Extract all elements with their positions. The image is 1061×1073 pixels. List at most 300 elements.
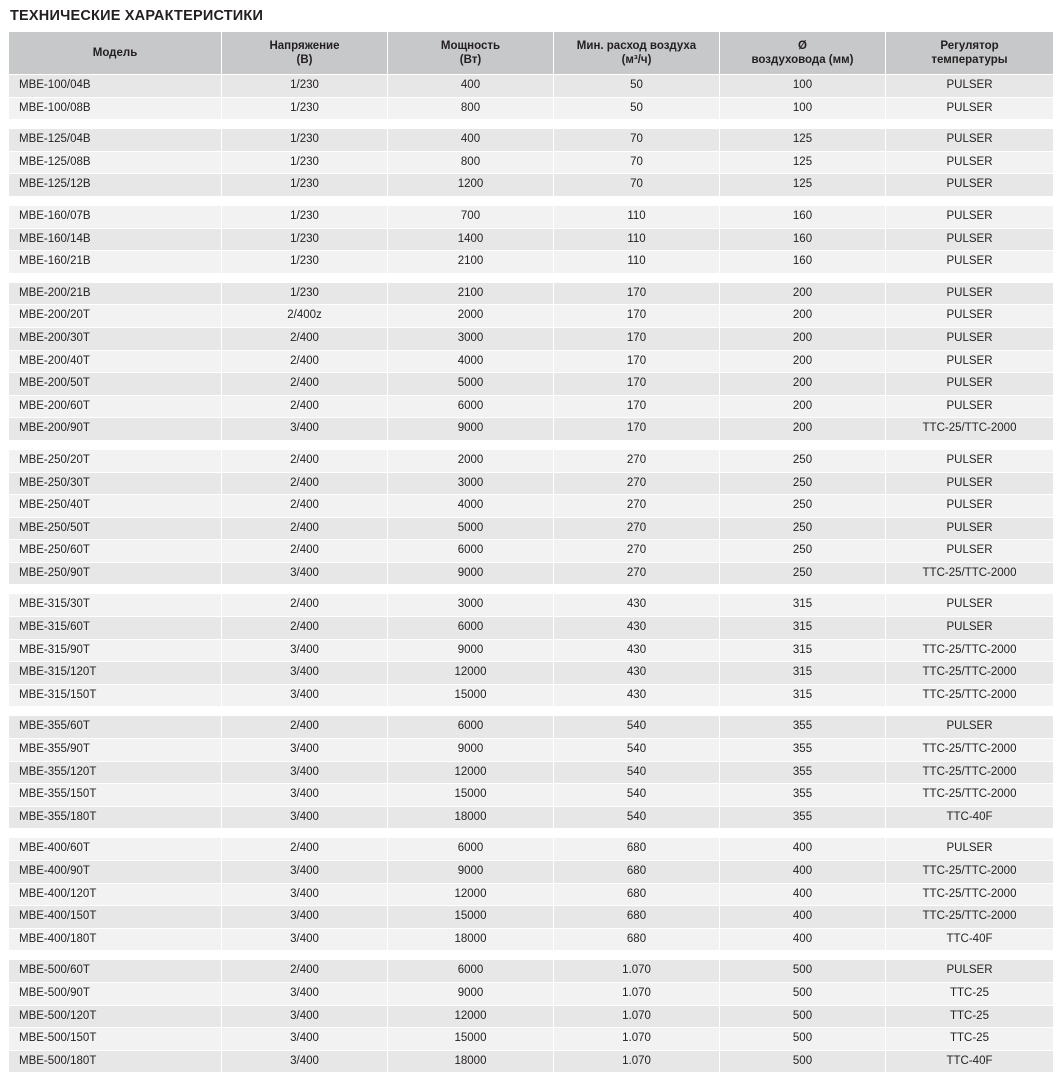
cell-power: 9000	[388, 861, 554, 884]
cell-voltage: 3/400	[222, 1005, 388, 1028]
cell-temperature-controller: PULSER	[886, 129, 1054, 152]
cell-airflow: 70	[554, 174, 720, 197]
cell-model: MBE-100/04B	[9, 75, 222, 98]
column-header-temperature-controller	[886, 32, 1054, 75]
cell-model: MBE-355/150T	[9, 784, 222, 807]
cell-airflow: 540	[554, 784, 720, 807]
cell-duct-diameter: 355	[720, 716, 886, 739]
cell-airflow: 70	[554, 151, 720, 174]
cell-airflow: 540	[554, 761, 720, 784]
table-row	[9, 739, 1054, 762]
cell-model: MBE-250/60T	[9, 540, 222, 563]
table-row	[9, 838, 1054, 861]
column-header-duct-diameter-line2: воздуховода (мм)	[751, 54, 854, 66]
cell-model: MBE-500/60T	[9, 960, 222, 983]
cell-model: MBE-200/20T	[9, 305, 222, 328]
cell-power: 6000	[388, 540, 554, 563]
cell-duct-diameter: 315	[720, 617, 886, 640]
group-separator-cell	[9, 707, 1054, 716]
cell-model: MBE-250/30T	[9, 472, 222, 495]
cell-model: MBE-315/60T	[9, 617, 222, 640]
column-header-airflow-line2: (м³/ч)	[621, 54, 652, 66]
cell-temperature-controller: TTC-25/TTC-2000	[886, 639, 1054, 662]
cell-model: MBE-355/180T	[9, 806, 222, 829]
cell-voltage: 3/400	[222, 739, 388, 762]
cell-airflow: 170	[554, 373, 720, 396]
cell-power: 3000	[388, 327, 554, 350]
cell-duct-diameter: 315	[720, 684, 886, 707]
cell-power: 12000	[388, 1005, 554, 1028]
cell-model: MBE-315/30T	[9, 594, 222, 617]
cell-voltage: 2/400z	[222, 305, 388, 328]
cell-airflow: 680	[554, 906, 720, 929]
cell-airflow: 430	[554, 594, 720, 617]
cell-power: 3000	[388, 472, 554, 495]
cell-duct-diameter: 315	[720, 662, 886, 685]
table-row	[9, 982, 1054, 1005]
cell-airflow: 540	[554, 716, 720, 739]
cell-temperature-controller: TTC-25/TTC-2000	[886, 739, 1054, 762]
cell-voltage: 2/400	[222, 960, 388, 983]
cell-duct-diameter: 250	[720, 449, 886, 472]
cell-temperature-controller: PULSER	[886, 395, 1054, 418]
cell-power: 6000	[388, 960, 554, 983]
cell-airflow: 1.070	[554, 1005, 720, 1028]
cell-duct-diameter: 500	[720, 1005, 886, 1028]
table-row	[9, 517, 1054, 540]
table-row	[9, 1005, 1054, 1028]
cell-voltage: 3/400	[222, 684, 388, 707]
table-row	[9, 395, 1054, 418]
table-row	[9, 883, 1054, 906]
cell-model: MBE-355/60T	[9, 716, 222, 739]
group-separator	[9, 196, 1054, 205]
cell-airflow: 270	[554, 472, 720, 495]
cell-model: MBE-400/150T	[9, 906, 222, 929]
cell-airflow: 50	[554, 97, 720, 120]
cell-duct-diameter: 315	[720, 639, 886, 662]
column-header-model	[9, 32, 222, 75]
cell-voltage: 3/400	[222, 784, 388, 807]
cell-model: MBE-500/120T	[9, 1005, 222, 1028]
table-row	[9, 228, 1054, 251]
cell-temperature-controller: TTC-25/TTC-2000	[886, 684, 1054, 707]
column-header-power	[388, 32, 554, 75]
cell-power: 5000	[388, 517, 554, 540]
group-separator-cell	[9, 440, 1054, 449]
cell-voltage: 2/400	[222, 517, 388, 540]
cell-duct-diameter: 125	[720, 129, 886, 152]
table-row	[9, 594, 1054, 617]
cell-model: MBE-200/60T	[9, 395, 222, 418]
cell-power: 6000	[388, 395, 554, 418]
cell-duct-diameter: 500	[720, 982, 886, 1005]
table-row	[9, 151, 1054, 174]
cell-voltage: 2/400	[222, 495, 388, 518]
table-row	[9, 305, 1054, 328]
cell-model: MBE-160/14B	[9, 228, 222, 251]
table-header	[9, 32, 1054, 75]
cell-power: 800	[388, 97, 554, 120]
cell-model: MBE-400/120T	[9, 883, 222, 906]
cell-model: MBE-200/21B	[9, 282, 222, 305]
cell-temperature-controller: TTC-25/TTC-2000	[886, 761, 1054, 784]
cell-airflow: 430	[554, 684, 720, 707]
cell-airflow: 430	[554, 617, 720, 640]
cell-temperature-controller: TTC-40F	[886, 1050, 1054, 1073]
column-header-duct-diameter-line1: Ø	[798, 40, 807, 52]
table-row	[9, 97, 1054, 120]
cell-duct-diameter: 315	[720, 594, 886, 617]
table-row	[9, 205, 1054, 228]
cell-temperature-controller: TTC-25	[886, 1005, 1054, 1028]
cell-duct-diameter: 250	[720, 472, 886, 495]
cell-duct-diameter: 355	[720, 806, 886, 829]
table-row	[9, 639, 1054, 662]
column-header-model-line1: Модель	[92, 47, 138, 59]
cell-model: MBE-500/180T	[9, 1050, 222, 1073]
cell-model: MBE-125/08B	[9, 151, 222, 174]
cell-duct-diameter: 400	[720, 861, 886, 884]
cell-airflow: 1.070	[554, 1028, 720, 1051]
table-row	[9, 540, 1054, 563]
cell-airflow: 170	[554, 395, 720, 418]
cell-temperature-controller: PULSER	[886, 838, 1054, 861]
group-separator	[9, 707, 1054, 716]
cell-voltage: 1/230	[222, 251, 388, 274]
cell-power: 9000	[388, 639, 554, 662]
cell-power: 6000	[388, 838, 554, 861]
cell-airflow: 270	[554, 517, 720, 540]
cell-model: MBE-400/90T	[9, 861, 222, 884]
cell-temperature-controller: PULSER	[886, 472, 1054, 495]
cell-temperature-controller: TTC-25/TTC-2000	[886, 562, 1054, 585]
cell-voltage: 1/230	[222, 97, 388, 120]
cell-airflow: 540	[554, 806, 720, 829]
cell-temperature-controller: TTC-25/TTC-2000	[886, 662, 1054, 685]
group-separator-cell	[9, 829, 1054, 838]
cell-model: MBE-355/120T	[9, 761, 222, 784]
cell-voltage: 2/400	[222, 594, 388, 617]
cell-duct-diameter: 355	[720, 739, 886, 762]
cell-duct-diameter: 200	[720, 373, 886, 396]
cell-voltage: 1/230	[222, 129, 388, 152]
cell-model: MBE-200/90T	[9, 418, 222, 441]
cell-duct-diameter: 500	[720, 1028, 886, 1051]
cell-model: MBE-355/90T	[9, 739, 222, 762]
cell-power: 5000	[388, 373, 554, 396]
cell-temperature-controller: PULSER	[886, 327, 1054, 350]
cell-power: 6000	[388, 617, 554, 640]
cell-power: 9000	[388, 562, 554, 585]
cell-voltage: 3/400	[222, 662, 388, 685]
specifications-table	[8, 31, 1054, 1073]
cell-temperature-controller: PULSER	[886, 495, 1054, 518]
cell-temperature-controller: PULSER	[886, 960, 1054, 983]
cell-voltage: 1/230	[222, 174, 388, 197]
table-row	[9, 350, 1054, 373]
cell-duct-diameter: 355	[720, 784, 886, 807]
table-row	[9, 495, 1054, 518]
group-separator-cell	[9, 120, 1054, 129]
table-row	[9, 761, 1054, 784]
table-header-row	[9, 32, 1054, 75]
cell-power: 9000	[388, 739, 554, 762]
table-row	[9, 716, 1054, 739]
column-header-airflow	[554, 32, 720, 75]
cell-model: MBE-500/150T	[9, 1028, 222, 1051]
table-row	[9, 662, 1054, 685]
cell-airflow: 270	[554, 540, 720, 563]
cell-model: MBE-400/180T	[9, 928, 222, 951]
cell-duct-diameter: 125	[720, 174, 886, 197]
cell-duct-diameter: 400	[720, 883, 886, 906]
cell-temperature-controller: PULSER	[886, 373, 1054, 396]
cell-temperature-controller: TTC-25/TTC-2000	[886, 906, 1054, 929]
table-row	[9, 861, 1054, 884]
cell-voltage: 2/400	[222, 350, 388, 373]
group-separator-cell	[9, 951, 1054, 960]
cell-voltage: 2/400	[222, 327, 388, 350]
cell-duct-diameter: 160	[720, 205, 886, 228]
cell-temperature-controller: PULSER	[886, 517, 1054, 540]
cell-duct-diameter: 200	[720, 305, 886, 328]
group-separator	[9, 585, 1054, 594]
cell-airflow: 680	[554, 861, 720, 884]
cell-voltage: 2/400	[222, 617, 388, 640]
cell-model: MBE-250/20T	[9, 449, 222, 472]
cell-voltage: 3/400	[222, 761, 388, 784]
cell-power: 4000	[388, 350, 554, 373]
group-separator-cell	[9, 196, 1054, 205]
cell-power: 2100	[388, 282, 554, 305]
cell-temperature-controller: PULSER	[886, 449, 1054, 472]
group-separator	[9, 120, 1054, 129]
cell-voltage: 1/230	[222, 205, 388, 228]
cell-power: 400	[388, 75, 554, 98]
cell-power: 1200	[388, 174, 554, 197]
cell-airflow: 1.070	[554, 1050, 720, 1073]
cell-duct-diameter: 500	[720, 1050, 886, 1073]
cell-voltage: 2/400	[222, 395, 388, 418]
table-row	[9, 174, 1054, 197]
cell-voltage: 3/400	[222, 562, 388, 585]
cell-voltage: 2/400	[222, 449, 388, 472]
cell-voltage: 2/400	[222, 472, 388, 495]
table-row	[9, 684, 1054, 707]
group-separator	[9, 440, 1054, 449]
column-header-power-line2: (Вт)	[459, 54, 482, 66]
cell-voltage: 1/230	[222, 228, 388, 251]
group-separator	[9, 829, 1054, 838]
cell-voltage: 3/400	[222, 906, 388, 929]
cell-voltage: 1/230	[222, 75, 388, 98]
cell-temperature-controller: TTC-25	[886, 982, 1054, 1005]
cell-model: MBE-200/30T	[9, 327, 222, 350]
cell-power: 800	[388, 151, 554, 174]
cell-airflow: 170	[554, 282, 720, 305]
cell-duct-diameter: 200	[720, 395, 886, 418]
cell-duct-diameter: 250	[720, 495, 886, 518]
table-row	[9, 784, 1054, 807]
cell-power: 18000	[388, 806, 554, 829]
cell-power: 15000	[388, 906, 554, 929]
cell-airflow: 540	[554, 739, 720, 762]
column-header-voltage	[222, 32, 388, 75]
cell-voltage: 3/400	[222, 982, 388, 1005]
cell-airflow: 170	[554, 350, 720, 373]
cell-voltage: 3/400	[222, 928, 388, 951]
cell-voltage: 3/400	[222, 861, 388, 884]
cell-model: MBE-200/50T	[9, 373, 222, 396]
cell-duct-diameter: 400	[720, 838, 886, 861]
column-header-voltage-line1: Напряжение	[269, 40, 340, 52]
cell-temperature-controller: PULSER	[886, 251, 1054, 274]
table-row	[9, 282, 1054, 305]
cell-power: 3000	[388, 594, 554, 617]
cell-duct-diameter: 200	[720, 282, 886, 305]
cell-airflow: 170	[554, 418, 720, 441]
cell-temperature-controller: TTC-25	[886, 1028, 1054, 1051]
cell-airflow: 110	[554, 205, 720, 228]
cell-model: MBE-315/90T	[9, 639, 222, 662]
cell-duct-diameter: 400	[720, 928, 886, 951]
cell-duct-diameter: 500	[720, 960, 886, 983]
table-row	[9, 1050, 1054, 1073]
table-row	[9, 617, 1054, 640]
cell-temperature-controller: PULSER	[886, 174, 1054, 197]
cell-airflow: 680	[554, 838, 720, 861]
cell-voltage: 1/230	[222, 151, 388, 174]
cell-power: 1400	[388, 228, 554, 251]
cell-power: 15000	[388, 784, 554, 807]
cell-model: MBE-315/120T	[9, 662, 222, 685]
table-row	[9, 806, 1054, 829]
cell-temperature-controller: TTC-25/TTC-2000	[886, 418, 1054, 441]
cell-temperature-controller: PULSER	[886, 228, 1054, 251]
cell-duct-diameter: 200	[720, 418, 886, 441]
cell-temperature-controller: TTC-40F	[886, 928, 1054, 951]
cell-power: 2100	[388, 251, 554, 274]
table-row	[9, 418, 1054, 441]
cell-voltage: 3/400	[222, 1050, 388, 1073]
cell-power: 18000	[388, 928, 554, 951]
cell-temperature-controller: PULSER	[886, 350, 1054, 373]
cell-voltage: 2/400	[222, 716, 388, 739]
cell-model: MBE-200/40T	[9, 350, 222, 373]
cell-model: MBE-100/08B	[9, 97, 222, 120]
cell-temperature-controller: TTC-40F	[886, 806, 1054, 829]
cell-model: MBE-160/07B	[9, 205, 222, 228]
cell-duct-diameter: 250	[720, 540, 886, 563]
cell-power: 12000	[388, 883, 554, 906]
cell-voltage: 3/400	[222, 639, 388, 662]
cell-duct-diameter: 250	[720, 562, 886, 585]
cell-airflow: 270	[554, 495, 720, 518]
cell-airflow: 430	[554, 662, 720, 685]
table-row	[9, 928, 1054, 951]
cell-temperature-controller: PULSER	[886, 594, 1054, 617]
cell-model: MBE-250/40T	[9, 495, 222, 518]
table-row	[9, 327, 1054, 350]
cell-airflow: 1.070	[554, 982, 720, 1005]
table-row	[9, 449, 1054, 472]
cell-power: 4000	[388, 495, 554, 518]
cell-airflow: 680	[554, 883, 720, 906]
cell-airflow: 70	[554, 129, 720, 152]
cell-power: 15000	[388, 1028, 554, 1051]
cell-voltage: 1/230	[222, 282, 388, 305]
cell-voltage: 3/400	[222, 1028, 388, 1051]
table-row	[9, 960, 1054, 983]
cell-duct-diameter: 200	[720, 350, 886, 373]
cell-airflow: 170	[554, 327, 720, 350]
cell-model: MBE-160/21B	[9, 251, 222, 274]
cell-duct-diameter: 160	[720, 228, 886, 251]
cell-duct-diameter: 355	[720, 761, 886, 784]
group-separator-cell	[9, 585, 1054, 594]
cell-temperature-controller: PULSER	[886, 97, 1054, 120]
page-title: ТЕХНИЧЕСКИЕ ХАРАКТЕРИСТИКИ	[10, 8, 264, 24]
cell-power: 12000	[388, 761, 554, 784]
table-row	[9, 373, 1054, 396]
cell-power: 15000	[388, 684, 554, 707]
cell-power: 700	[388, 205, 554, 228]
cell-duct-diameter: 200	[720, 327, 886, 350]
cell-airflow: 270	[554, 562, 720, 585]
table-row	[9, 1028, 1054, 1051]
cell-airflow: 110	[554, 228, 720, 251]
table-row	[9, 562, 1054, 585]
cell-temperature-controller: PULSER	[886, 151, 1054, 174]
cell-temperature-controller: PULSER	[886, 617, 1054, 640]
cell-temperature-controller: TTC-25/TTC-2000	[886, 784, 1054, 807]
cell-model: MBE-250/90T	[9, 562, 222, 585]
column-header-duct-diameter	[720, 32, 886, 75]
cell-duct-diameter: 250	[720, 517, 886, 540]
cell-temperature-controller: PULSER	[886, 205, 1054, 228]
cell-airflow: 680	[554, 928, 720, 951]
cell-temperature-controller: PULSER	[886, 540, 1054, 563]
cell-temperature-controller: TTC-25/TTC-2000	[886, 883, 1054, 906]
cell-voltage: 3/400	[222, 806, 388, 829]
cell-duct-diameter: 100	[720, 97, 886, 120]
column-header-temperature-controller-line2: температуры	[931, 54, 1008, 66]
cell-airflow: 1.070	[554, 960, 720, 983]
cell-voltage: 3/400	[222, 418, 388, 441]
cell-temperature-controller: PULSER	[886, 716, 1054, 739]
cell-power: 9000	[388, 982, 554, 1005]
column-header-airflow-line1: Мин. расход воздуха	[576, 40, 697, 52]
cell-model: MBE-315/150T	[9, 684, 222, 707]
group-separator-cell	[9, 273, 1054, 282]
cell-model: MBE-125/12B	[9, 174, 222, 197]
cell-model: MBE-500/90T	[9, 982, 222, 1005]
cell-voltage: 2/400	[222, 838, 388, 861]
cell-model: MBE-250/50T	[9, 517, 222, 540]
group-separator	[9, 951, 1054, 960]
cell-duct-diameter: 400	[720, 906, 886, 929]
table-row	[9, 906, 1054, 929]
cell-power: 2000	[388, 449, 554, 472]
cell-duct-diameter: 125	[720, 151, 886, 174]
cell-power: 9000	[388, 418, 554, 441]
table-row	[9, 251, 1054, 274]
column-header-temperature-controller-line1: Регулятор	[940, 40, 999, 52]
table-body	[9, 75, 1054, 1073]
column-header-voltage-line2: (В)	[296, 54, 313, 66]
table-row	[9, 472, 1054, 495]
